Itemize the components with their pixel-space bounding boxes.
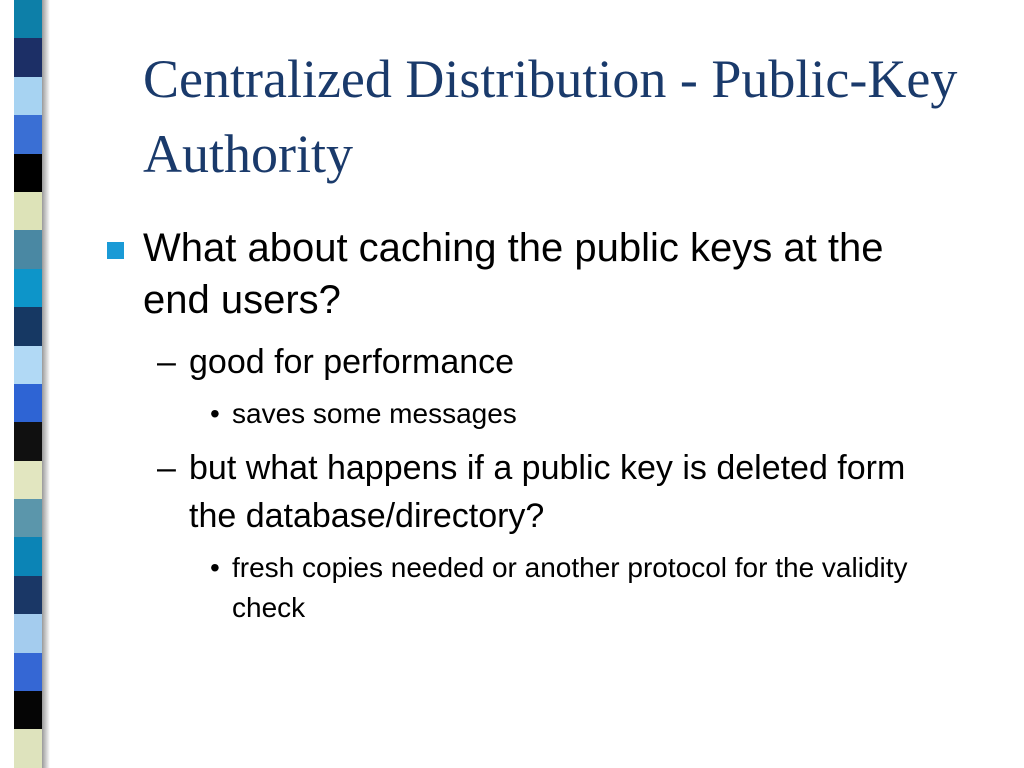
slide-title: Centralized Distribution - Public-Key Authority — [143, 49, 958, 184]
dash-bullet: – — [157, 343, 176, 381]
strip-block — [14, 154, 42, 192]
strip-block — [14, 38, 42, 76]
strip-block — [14, 499, 42, 537]
strip-block — [14, 230, 42, 268]
bullet-level-3: fresh copies needed or another protocol for the validity check — [232, 552, 908, 623]
strip-block — [14, 0, 42, 38]
dash-bullet: – — [157, 449, 176, 487]
bullet-level-1: What about caching the public keys at the end users? — [143, 226, 884, 322]
strip-block — [14, 422, 42, 460]
dot-bullet: • — [210, 552, 220, 583]
strip-block — [14, 307, 42, 345]
strip-shadow — [42, 0, 50, 768]
strip-block — [14, 384, 42, 422]
strip-block — [14, 576, 42, 614]
dot-bullet: • — [210, 398, 220, 429]
strip-block — [14, 537, 42, 575]
strip-block — [14, 461, 42, 499]
strip-block — [14, 115, 42, 153]
strip-block — [14, 269, 42, 307]
decorative-color-strip — [14, 0, 42, 768]
square-bullet-icon — [107, 242, 124, 259]
strip-block — [14, 729, 42, 767]
bullet-level-3: saves some messages — [232, 398, 517, 429]
strip-block — [14, 192, 42, 230]
strip-block — [14, 346, 42, 384]
strip-block — [14, 691, 42, 729]
strip-block — [14, 653, 42, 691]
strip-block — [14, 614, 42, 652]
bullet-level-2: good for performance — [189, 343, 515, 381]
bullet-level-2: but what happens if a public key is deleted form the database/directory? — [189, 449, 906, 535]
strip-block — [14, 77, 42, 115]
